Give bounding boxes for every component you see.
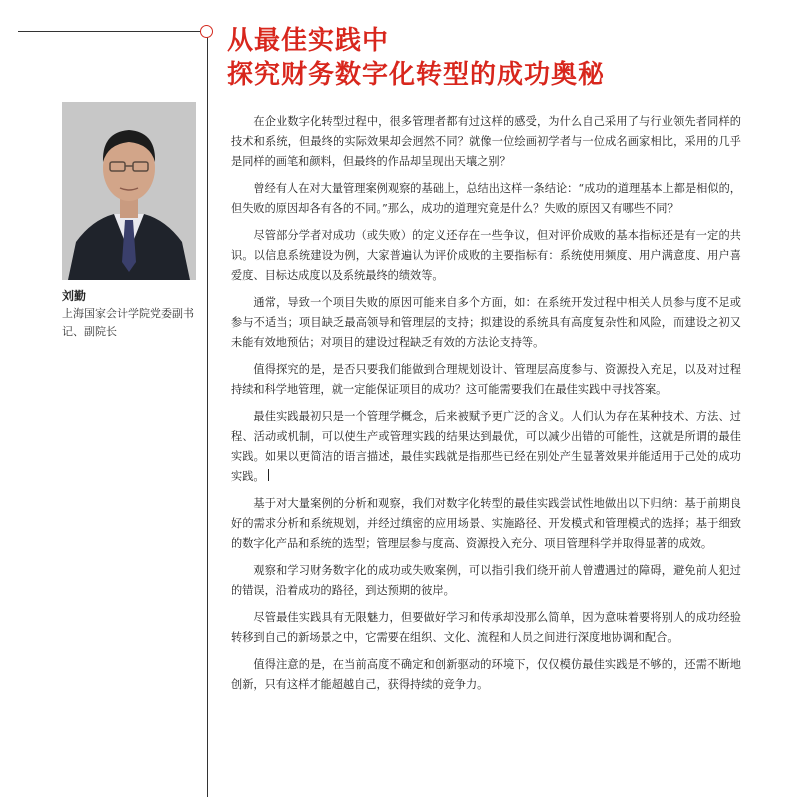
paragraph: 通常，导致一个项目失败的原因可能来自多个方面，如：在系统开发过程中相关人员参与度不足或参与不适当；项目缺乏最高领导和管理层的支持；拟建设的系统具有高度复杂性和风险，而建设之初又未能有效地预估；对项目的建设过程缺乏有效的方法论支持等。	[231, 296, 741, 349]
article-title	[227, 24, 787, 92]
header-rule	[18, 31, 206, 32]
paragraph: 观察和学习财务数字化的成功或失败案例，可以指引我们绕开前人曾遭遇过的障碍，避免前人犯过的错误，沿着成功的路径，到达预期的彼岸。	[231, 564, 741, 597]
portrait-icon	[62, 102, 196, 280]
paragraph: 曾经有人在对大量管理案例观察的基础上，总结出这样一条结论：“成功的道理基本上都是相似的，但失败的原因却各有各的不同。”那么，成功的道理究竟是什么？失败的原因又有哪些不同？	[231, 182, 741, 215]
text-cursor	[268, 469, 269, 481]
author-name: 刘勤	[62, 289, 87, 303]
column-divider	[207, 31, 208, 797]
paragraph: 值得注意的是，在当前高度不确定和创新驱动的环境下，仅仅模仿最佳实践是不够的，还需不断地创新，只有这样才能超越自己，获得持续的竞争力。	[231, 658, 741, 691]
paragraph: 在企业数字化转型过程中，很多管理者都有过这样的感受，为什么自己采用了与行业领先者同样的技术和系统，但最终的实际效果却会迥然不同？就像一位绘画初学者与一位成名画家相比，采用的几乎是同样的画笔和颜料，但最终的作品却呈现出天壤之别？	[231, 115, 741, 168]
article-body	[231, 112, 741, 702]
paragraph: 尽管最佳实践具有无限魅力，但要做好学习和传承却没那么简单，因为意味着要将别人的成功经验转移到自己的新场景之中，它需要在组织、文化、流程和人员之间进行深度地协调和配合。	[231, 611, 741, 644]
author-title: 上海国家会计学院党委副书记、副院长	[62, 307, 194, 338]
author-photo	[62, 102, 196, 280]
title-line-1: 从最佳实践中	[227, 26, 390, 56]
paragraph: 基于对大量案例的分析和观察，我们对数字化转型的最佳实践尝试性地做出以下归纳：基于前期良好的需求分析和系统规划，并经过缜密的应用场景、实施路径、开发模式和管理模式的选择；基于细致的数字化产品和系统的选型；管理层参与度高、资源投入充分、项目管理科学并取得显著的成效。	[231, 497, 741, 550]
paragraph-with-cursor[interactable]	[231, 407, 741, 487]
circle-ornament-icon	[200, 25, 213, 38]
paragraph: 值得探究的是，是否只要我们能做到合理规划设计、管理层高度参与、资源投入充足，以及对过程持续和科学地管理，就一定能保证项目的成功？这可能需要我们在最佳实践中寻找答案。	[231, 363, 741, 396]
paragraph: 尽管部分学者对成功（或失败）的定义还存在一些争议，但对评价成败的基本指标还是有一定的共识。以信息系统建设为例，大家普遍认为评价成败的主要指标有：系统使用频度、用户满意度、用户喜爱度、目标达成度以及系统最终的绩效等。	[231, 229, 741, 282]
paragraph: 最佳实践最初只是一个管理学概念，后来被赋予更广泛的含义。人们认为存在某种技术、方法、过程、活动或机制，可以使生产或管理实践的结果达到最优，可以减少出错的可能性，这就是所谓的最佳实践。如果以更简洁的语言描述，最佳实践就是指那些已经在别处产生显著效果并能适用于己处的成功实践。	[231, 410, 741, 483]
title-line-2: 探究财务数字化转型的成功奥秘	[227, 60, 606, 90]
